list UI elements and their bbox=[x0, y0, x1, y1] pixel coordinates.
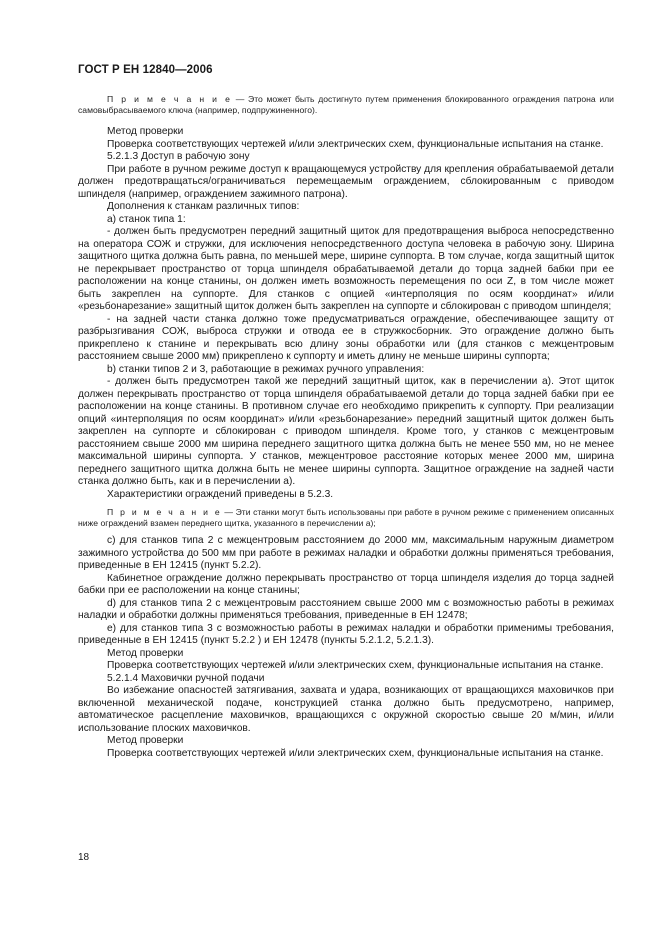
paragraph-rear-guard: - на задней части станка должно тоже предусматриваться ограждение, обеспечивающее защиту от разбрызгивания СОЖ, выброса стружки и отвода ее в стружкосборник. Это ограждение должно быть прикреплено к станине и перекрывать всю длину зоны обработки или (для станков с межцентровым расстоянием свыше 2000 мм) прикреплено к суппорту и иметь длину не меньше ширины суппорта; bbox=[78, 313, 614, 362]
note-2-text: — Эти станки могут быть использованы при работе в ручном режиме с применением описанных ниже ограждений взамен переднего щитка, указанного в перечислении а); bbox=[78, 507, 614, 528]
paragraph-types-2-3: - должен быть предусмотрен такой же передний защитный щиток, как в перечислении а). Этот щиток должен перекрывать пространство от торца шпинделя обрабатываемой детали до торца задней бабки при ее расположении на конце станины. В противном случае его необходимо прикрепить к суппорту. При реализации опций «интерполяция по осям координат» и/или «резьбонарезание» передний защитный щиток должен быть закреплен на суппорте и сблокирован с приводом шпинделя. Кроме того, у станков с межцентровым расстоянием свыше 2000 мм ширина переднего защитного щитка должна быть не менее 550 мм, но не менее максимальной ширины суппорта. У станков, межцентровое расстояние которых менее 2000 мм, ширина переднего защитного щитка должна быть не менее ширины суппорта. Защитное ограждение на задней части станка должно быть, как и в перечислении а). bbox=[78, 376, 614, 487]
paragraph-characteristics: Характеристики ограждений приведены в 5.2.3. bbox=[107, 488, 334, 500]
paragraph-check-1: Проверка соответствующих чертежей и/или электрических схем, функциональные испытания на станке. bbox=[107, 138, 604, 150]
section-heading-5-2-1-3: 5.2.1.3 Доступ в рабочую зону bbox=[107, 151, 250, 162]
list-item-a: a) станок типа 1: bbox=[107, 213, 186, 225]
list-item-d: d) для станков типа 2 с межцентровым расстоянием свыше 2000 мм с возможностью работы в режимах наладки и обработки должны применяться требования, приведенные в ЕН 12478; bbox=[78, 597, 614, 621]
paragraph-additions: Дополнения к станкам различных типов: bbox=[107, 201, 300, 212]
paragraph-cabinet-guard: Кабинетное ограждение должно перекрывать пространство от торца шпинделя изделия до торца задней бабки при ее расположении на конце станины; bbox=[78, 572, 614, 596]
document-header: ГОСТ Р ЕН 12840—2006 bbox=[78, 64, 213, 76]
paragraph-method-1: Метод проверки bbox=[107, 126, 184, 137]
list-item-c: c) для станков типа 2 с межцентровым расстоянием до 2000 мм, максимальным наружным диаметром зажимного устройства до 500 мм при работе в режимах наладки и обработки должны применяться требования, приведенные в ЕН 12415 (пункт 5.2.2). bbox=[78, 535, 614, 571]
note-1-text: — Это может быть достигнуто путем применения блокированного ограждения патрона или самовыбрасываемого ключа (например, подпружиненного). bbox=[78, 94, 614, 115]
page-number: 18 bbox=[78, 852, 90, 863]
note-2-label: П р и м е ч а н и е bbox=[107, 507, 222, 517]
section-heading-5-2-1-4: 5.2.1.4 Маховички ручной подачи bbox=[107, 672, 265, 684]
paragraph-method-3: Метод проверки bbox=[107, 735, 184, 746]
note-2 bbox=[78, 507, 614, 529]
paragraph-method-2: Метод проверки bbox=[107, 647, 184, 659]
list-item-b: b) станки типов 2 и 3, работающие в режимах ручного управления: bbox=[107, 363, 425, 375]
paragraph-check-2: Проверка соответствующих чертежей и/или электрических схем, функциональные испытания на станке. bbox=[107, 660, 604, 671]
paragraph-access: При работе в ручном режиме доступ к вращающемуся устройству для крепления обрабатываемой детали должен предотвращаться/ограничиваться перемещаемым ограждением, сблокированным с приводом шпинделя (например, ограждением зажимного патрона). bbox=[78, 163, 614, 200]
document-body bbox=[78, 94, 614, 760]
paragraph-check-3: Проверка соответствующих чертежей и/или электрических схем, функциональные испытания на станке. bbox=[107, 747, 604, 759]
note-1 bbox=[78, 94, 614, 116]
list-item-e: e) для станков типа 3 с возможностью работы в режимах наладки и обработки применимы требования, приведенные в ЕН 12415 (пункт 5.2.2 ) и ЕН 12478 (пункты 5.2.1.2, 5.2.1.3). bbox=[78, 622, 614, 646]
note-1-label: П р и м е ч а н и е bbox=[107, 94, 233, 104]
paragraph-handwheels: Во избежание опасностей затягивания, захвата и удара, возникающих от вращающихся маховичков при включенной механической подаче, конструкцией станка должно быть предусмотрено, например, автоматическое расцепление маховичков, вращающихся с окружной скоростью свыше 20 м/мин, и/или использование плоских маховичков. bbox=[78, 685, 614, 734]
paragraph-front-shield: - должен быть предусмотрен передний защитный щиток для предотвращения выброса непосредственно на оператора СОЖ и стружки, для исключения непосредственного доступа человека в рабочую зону. Ширина защитного щитка должна быть равна, по меньшей мере, ширине суппорта. В том случае, когда защитный щиток не перекрывает пространство от торца шпинделя обрабатываемой детали до торца задней бабки при ее расположении на конце станины, он должен иметь возможность перемещения по оси Z, в том числе может быть закреплен на суппорте. Для станков с опцией «интерполяция по осям координат» и/или «резьбонарезание» защитный щиток должен быть закреплен на суппорте и сблокирован с приводом шпинделя; bbox=[78, 226, 614, 312]
